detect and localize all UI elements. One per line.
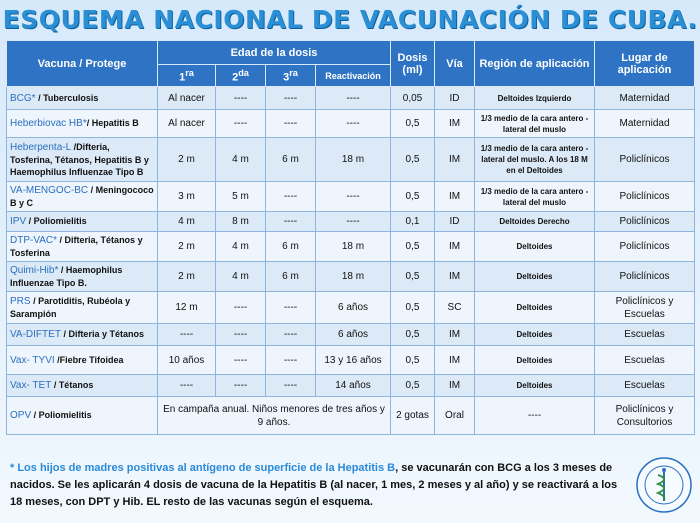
application-place: Policlínicos xyxy=(595,212,695,232)
vaccine-name: IPV xyxy=(10,216,27,227)
vaccine-protects: / Hepatitis B xyxy=(86,118,139,128)
dose-1: 12 m xyxy=(158,292,216,324)
header-vacuna: Vacuna / Protege xyxy=(7,41,158,87)
vaccine-cell xyxy=(7,138,158,182)
application-region: Deltoides xyxy=(475,232,595,262)
dose-ml: 0,5 xyxy=(391,375,435,397)
dose-2: ---- xyxy=(216,324,266,346)
dose-3: ---- xyxy=(266,212,316,232)
application-region: Deltoides xyxy=(475,262,595,292)
dose-2: 4 m xyxy=(216,232,266,262)
header-reactivacion: Reactivación xyxy=(316,65,391,87)
vaccine-name: Quimi-Hib* xyxy=(10,265,59,276)
vaccine-protects: / Poliomielitis xyxy=(26,216,87,226)
route: IM xyxy=(435,375,475,397)
dose-2: ---- xyxy=(216,292,266,324)
dose-ml: 0,5 xyxy=(391,110,435,138)
reactivation: 14 años xyxy=(316,375,391,397)
vaccine-protects: /Difteria, Tosferina, Tétanos, Hepatitis B y Haemophilus Influenzae Tipo B xyxy=(10,142,149,177)
dose-2: ---- xyxy=(216,87,266,110)
table-row xyxy=(7,324,695,346)
vaccine-protects: / Tétanos xyxy=(51,380,94,390)
dose-ml: 0,05 xyxy=(391,87,435,110)
application-place: Escuelas xyxy=(595,346,695,375)
dose-1: 2 m xyxy=(158,138,216,182)
footnote xyxy=(10,460,630,511)
vaccine-protects: / Meningococo B y C xyxy=(10,185,154,208)
vaccine-name: OPV xyxy=(10,410,32,421)
route: ID xyxy=(435,87,475,110)
vaccine-name: VA-MENGOC-BC xyxy=(10,185,89,196)
vaccine-name: Heberpenta-L xyxy=(10,142,72,153)
application-region: 1/3 medio de la cara antero - lateral del muslo xyxy=(475,182,595,212)
table-row xyxy=(7,212,695,232)
application-place: Maternidad xyxy=(595,87,695,110)
application-region: Deltoides xyxy=(475,346,595,375)
table-row xyxy=(7,138,695,182)
dose-1: 3 m xyxy=(158,182,216,212)
dose-1: Al nacer xyxy=(158,110,216,138)
vaccine-name: Vax- TYVI xyxy=(10,354,55,366)
dose-3: 6 m xyxy=(266,138,316,182)
vaccine-cell xyxy=(7,375,158,397)
application-region: ---- xyxy=(475,397,595,435)
application-region: 1/3 medio de la cara antero - lateral del muslo xyxy=(475,110,595,138)
application-place: Escuelas xyxy=(595,375,695,397)
application-region: Deltoides xyxy=(475,375,595,397)
dose-1: 2 m xyxy=(158,262,216,292)
dose-1: ---- xyxy=(158,324,216,346)
route: IM xyxy=(435,182,475,212)
dose-2: 4 m xyxy=(216,138,266,182)
dose-3: ---- xyxy=(266,346,316,375)
vaccine-name: VA-DIFTET xyxy=(10,329,61,340)
dose-2: ---- xyxy=(216,110,266,138)
route: Oral xyxy=(435,397,475,435)
route: IM xyxy=(435,262,475,292)
reactivation: 18 m xyxy=(316,232,391,262)
header-dose-1: $1^{ra}$ xyxy=(158,65,216,87)
dose-1: 2 m xyxy=(158,232,216,262)
application-place: Maternidad xyxy=(595,110,695,138)
dose-3: 6 m xyxy=(266,232,316,262)
header-lugar: Lugar de aplicación xyxy=(595,41,695,87)
reactivation: ---- xyxy=(316,212,391,232)
header-edad: Edad de la dosis xyxy=(158,41,391,65)
dose-2: 8 m xyxy=(216,212,266,232)
dose-2: 5 m xyxy=(216,182,266,212)
dose-2: ---- xyxy=(216,375,266,397)
page-title: ESQUEMA NACIONAL DE VACUNACIÓN DE CUBA. xyxy=(2,5,698,34)
vaccine-cell xyxy=(7,182,158,212)
vaccine-protects: /Fiebre Tifoidea xyxy=(54,354,124,365)
table-row xyxy=(7,292,695,324)
reactivation: ---- xyxy=(316,110,391,138)
dose-2: ---- xyxy=(216,346,266,375)
table-row xyxy=(7,262,695,292)
route: ID xyxy=(435,212,475,232)
vaccine-cell xyxy=(7,87,158,110)
application-place: Policlínicos xyxy=(595,138,695,182)
dose-1: ---- xyxy=(158,375,216,397)
vaccine-protects: / Difteria y Tétanos xyxy=(60,329,144,339)
dose-ml: 0,5 xyxy=(391,346,435,375)
reactivation: 18 m xyxy=(316,262,391,292)
dose-3: ---- xyxy=(266,87,316,110)
route: IM xyxy=(435,110,475,138)
vaccine-cell xyxy=(7,324,158,346)
vaccine-protects: / Haemophilus Influenzae Tipo B. xyxy=(10,265,123,288)
reactivation: ---- xyxy=(316,182,391,212)
vaccine-cell xyxy=(7,110,158,138)
dose-ml: 0,5 xyxy=(391,232,435,262)
vaccine-protects: / Poliomielitis xyxy=(31,410,92,420)
reactivation: 6 años xyxy=(316,292,391,324)
vaccine-cell xyxy=(7,397,158,435)
vaccine-cell xyxy=(7,346,158,375)
application-region: Deltoides Derecho xyxy=(475,212,595,232)
ministry-seal-icon xyxy=(636,457,692,513)
dose-2: 4 m xyxy=(216,262,266,292)
header-via: Vía xyxy=(435,41,475,87)
route: IM xyxy=(435,346,475,375)
table-row xyxy=(7,375,695,397)
dose-1: Al nacer xyxy=(158,87,216,110)
dose-ml: 0,5 xyxy=(391,292,435,324)
footnote-highlight: * Los hijos de madres positivas al antígeno de superficie de la Hepatitis B xyxy=(10,462,396,474)
dose-ml: 0,5 xyxy=(391,138,435,182)
application-region: 1/3 medio de la cara antero - lateral del muslo. A los 18 M en el Deltoides xyxy=(475,138,595,182)
dose-ml: 0,5 xyxy=(391,182,435,212)
vaccine-name: Vax- TET xyxy=(10,380,52,391)
route: SC xyxy=(435,292,475,324)
table-row xyxy=(7,182,695,212)
table-row xyxy=(7,87,695,110)
table-row xyxy=(7,346,695,375)
vaccine-cell xyxy=(7,212,158,232)
header-dose-3: $3^{ra}$ xyxy=(266,65,316,87)
route: IM xyxy=(435,138,475,182)
reactivation: 6 años xyxy=(316,324,391,346)
vaccine-name: BCG* xyxy=(10,92,36,104)
vaccine-protects: / Difteria, Tétanos y Tosferina xyxy=(10,235,143,258)
header-dosis: Dosis (ml) xyxy=(391,41,435,87)
dose-3: ---- xyxy=(266,375,316,397)
table-row xyxy=(7,397,695,435)
application-region: Deltoides xyxy=(475,292,595,324)
dose-ml: 0,5 xyxy=(391,262,435,292)
application-place: Policlínicos xyxy=(595,182,695,212)
dose-3: ---- xyxy=(266,324,316,346)
reactivation: 13 y 16 años xyxy=(316,346,391,375)
dose-3: ---- xyxy=(266,182,316,212)
dose-3: 6 m xyxy=(266,262,316,292)
dose-1: 10 años xyxy=(158,346,216,375)
dose-ml: 0,1 xyxy=(391,212,435,232)
application-place: Policlínicos y Escuelas xyxy=(595,292,695,324)
dose-ml: 2 gotas xyxy=(391,397,435,435)
vaccine-protects: / Tuberculosis xyxy=(35,92,99,103)
vaccine-cell xyxy=(7,262,158,292)
header-region: Región de aplicación xyxy=(475,41,595,87)
route: IM xyxy=(435,232,475,262)
vaccine-name: Heberbiovac HB* xyxy=(10,118,87,129)
dose-1: 4 m xyxy=(158,212,216,232)
dose-ml: 0,5 xyxy=(391,324,435,346)
reactivation: ---- xyxy=(316,87,391,110)
vaccine-cell xyxy=(7,232,158,262)
table-row xyxy=(7,110,695,138)
table-row xyxy=(7,232,695,262)
application-place: Policlínicos xyxy=(595,232,695,262)
campaign-age: En campaña anual. Niños menores de tres años y 9 años. xyxy=(158,397,391,435)
vaccine-name: PRS xyxy=(10,296,31,307)
vaccine-name: DTP-VAC* xyxy=(10,235,58,246)
reactivation: 18 m xyxy=(316,138,391,182)
route: IM xyxy=(435,324,475,346)
vaccine-cell xyxy=(7,292,158,324)
application-region: Deltoides Izquierdo xyxy=(475,87,595,110)
dose-3: ---- xyxy=(266,110,316,138)
vaccination-table xyxy=(6,40,695,435)
dose-3: ---- xyxy=(266,292,316,324)
application-region: Deltoides xyxy=(475,324,595,346)
application-place: Escuelas xyxy=(595,324,695,346)
vaccine-protects: / Parotiditis, Rubéola y Sarampión xyxy=(10,296,131,319)
application-place: Policlínicos xyxy=(595,262,695,292)
footnote-text: , se vacunarán con BCG a los 3 meses de nacidos. Se les aplicarán 4 dosis de vacuna de la Hepatitis B (al nacer, 1 mes, 2 meses y al año) y se reactivará a los 18 meses, con DPT y Hib. EL resto de las vacunas según el esquema. xyxy=(10,462,618,508)
application-place: Policlínicos y Consultorios xyxy=(595,397,695,435)
header-dose-2: $2^{da}$ xyxy=(216,65,266,87)
